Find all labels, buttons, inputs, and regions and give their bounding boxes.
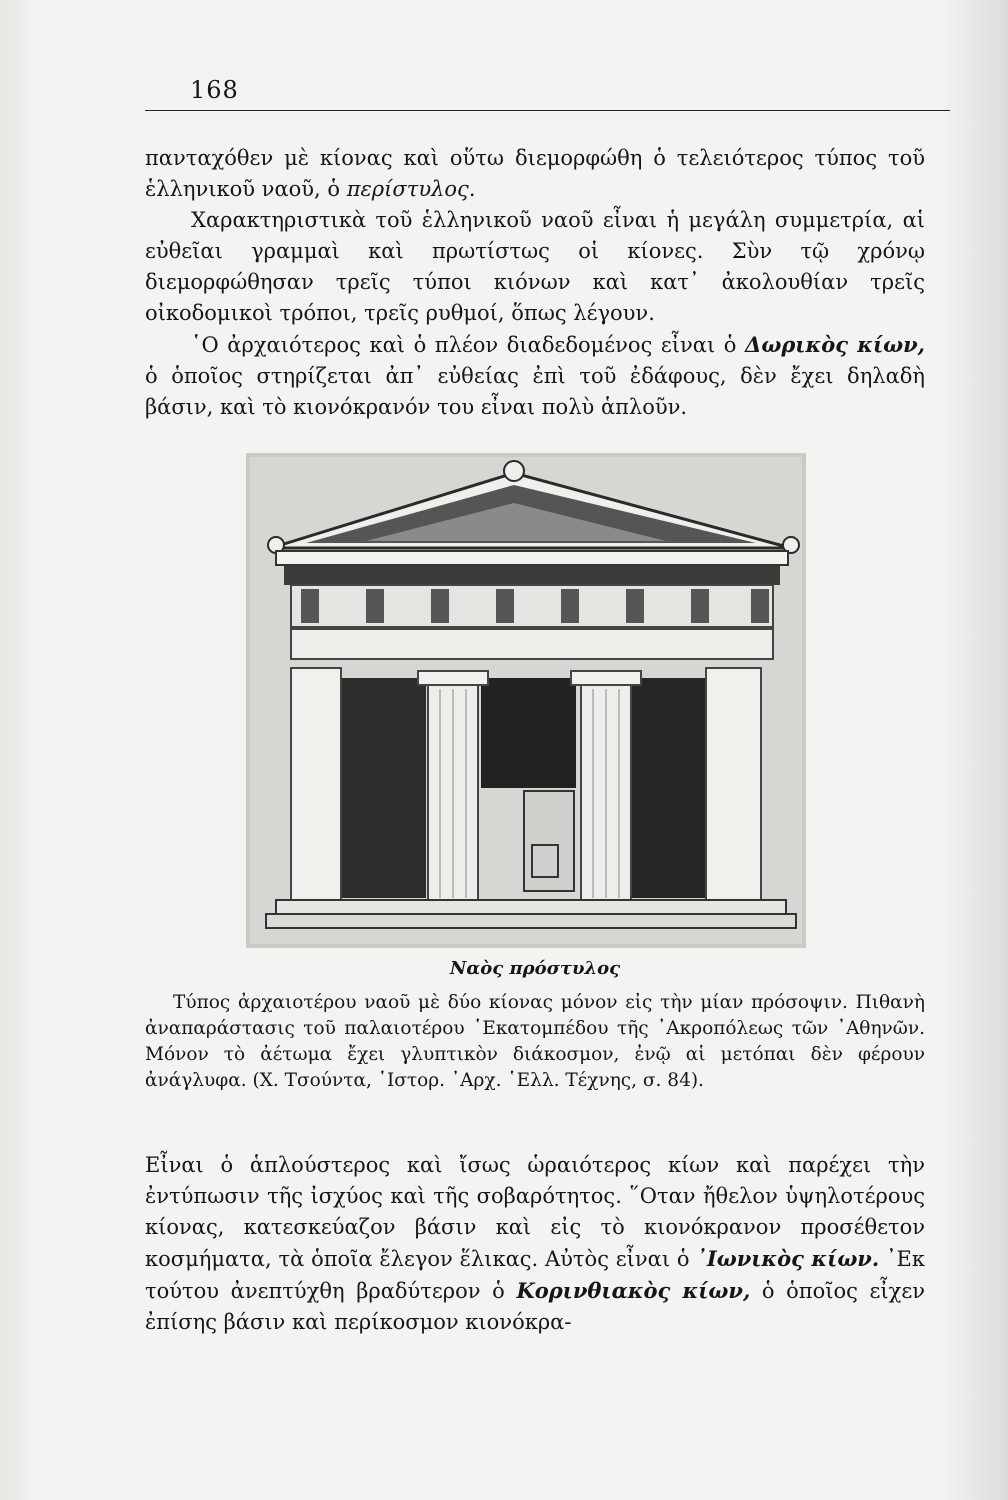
mutules [284, 565, 780, 585]
figure-title: Ναὸς πρόστυλος [449, 958, 621, 979]
acroterion-top [504, 461, 524, 481]
figure-caption-text: Τύπος ἀρχαιοτέρου ναοῦ μὲ δύο κίονας μόνον εἰς τὴν μίαν πρόσοψιν. Πιθανὴ ἀναπαράστασις τοῦ παλαιοτέρου ῾Εκατομπέδου τῆς ᾿Ακροπόλεως τῶν ᾿Αθηνῶν. Μόνον τὸ ἀέτωμα ἔχει γλυπτικὸν διάκοσμον, ἐνῷ αἱ μετόπαι δὲν φέρουν ἀνάγλυφα. (Χ. Τσούντα, ῾Ιστορ. ᾿Αρχ. ῾Ελλ. Τέχνης, σ. 84). [145, 992, 925, 1091]
paragraph-1-text: πανταχόθεν μὲ κίονας καὶ οὕτω διεμορφώθη ὁ τελειότερος τύπος τοῦ ἑλληνικοῦ ναοῦ, ὁ [145, 146, 925, 201]
paragraph-2: Χαρακτηριστικὰ τοῦ ἑλληνικοῦ ναοῦ εἶναι ἡ μεγάλη συμμετρία, αἱ εὐθεῖαι γραμμαὶ καὶ πρωτίστως οἱ κίονες. Σὺν τῷ χρόνῳ διεμορφώθησαν τρεῖς τύποι κιόνων καὶ κατ᾿ ἀκολουθίαν τρεῖς οἰκοδομικοὶ τρόποι, τρεῖς ρυθμοί, ὅπως λέγουν. [145, 208, 925, 325]
cornice [276, 551, 788, 565]
cella-center-dark [481, 678, 576, 788]
cella-left-dark [341, 678, 426, 898]
term-doric-column: Δωρικὸς κίων, [745, 332, 925, 357]
paragraph-3-text-b: ὁ ὁποῖος στηρίζεται ἀπ᾿ εὐθείας ἐπὶ τοῦ ἐδάφους, δὲν ἔχει δηλαδὴ βάσιν, καὶ τὸ κιονόκρανόν του εἶναι πολὺ ἁπλοῦν. [145, 364, 925, 419]
paragraph-4 [145, 1150, 925, 1338]
term-corinthian-column: Κορινθιακὸς κίων, [516, 1278, 751, 1303]
column-left [418, 671, 488, 900]
paragraph-4-text-a: Εἶναι ὁ ἁπλούστερος καὶ ἴσως ὡραιότερος κίων καὶ παρέχει τὴν ἐντύπωσιν τῆς ἰσχύος καὶ τῆς σοβαρότητος. ῞Οταν ἤθελον ὑψηλοτέρους κίονας, κατεσκεύαζον βάσιν καὶ εἰς τὸ κιονόκρανον προσέθετον κοσμήματα, τὰ ὁποῖα ἔλεγον ἕλικας. Αὐτὸς εἶναι ὁ [145, 1153, 925, 1271]
paragraph-3-text-a: ῾Ο ἀρχαιότερος καὶ ὁ πλέον διαδεδομένος εἶναι ὁ [191, 333, 737, 357]
term-ionic-column: ᾿Ιωνικὸς κίων. [696, 1246, 880, 1271]
temple-illustration [246, 453, 806, 948]
architrave [291, 629, 773, 659]
paragraph-1 [145, 143, 925, 205]
paragraph-3 [145, 329, 925, 423]
crepidoma [266, 914, 796, 928]
stylobate [276, 900, 786, 914]
anta-right [706, 668, 761, 900]
term-peristylos: περίστυλος [346, 177, 469, 201]
header-rule [145, 110, 950, 111]
figure-caption [145, 990, 925, 1094]
column-right [571, 671, 641, 900]
body-text-top [145, 143, 925, 423]
anta-left [291, 668, 341, 900]
page-number: 168 [190, 76, 239, 104]
body-text-bottom [145, 1150, 925, 1338]
paragraph-1-end: . [468, 177, 476, 201]
paragraph-4-text-b: ᾿Εκ τούτου ἀνεπτύχθη βραδύτερον ὁ [145, 1247, 925, 1303]
paragraph-4-text-c: ὁ ὁποῖος εἶχεν ἐπίσης βάσιν καὶ περίκοσμον κιονόκρα- [145, 1279, 925, 1334]
